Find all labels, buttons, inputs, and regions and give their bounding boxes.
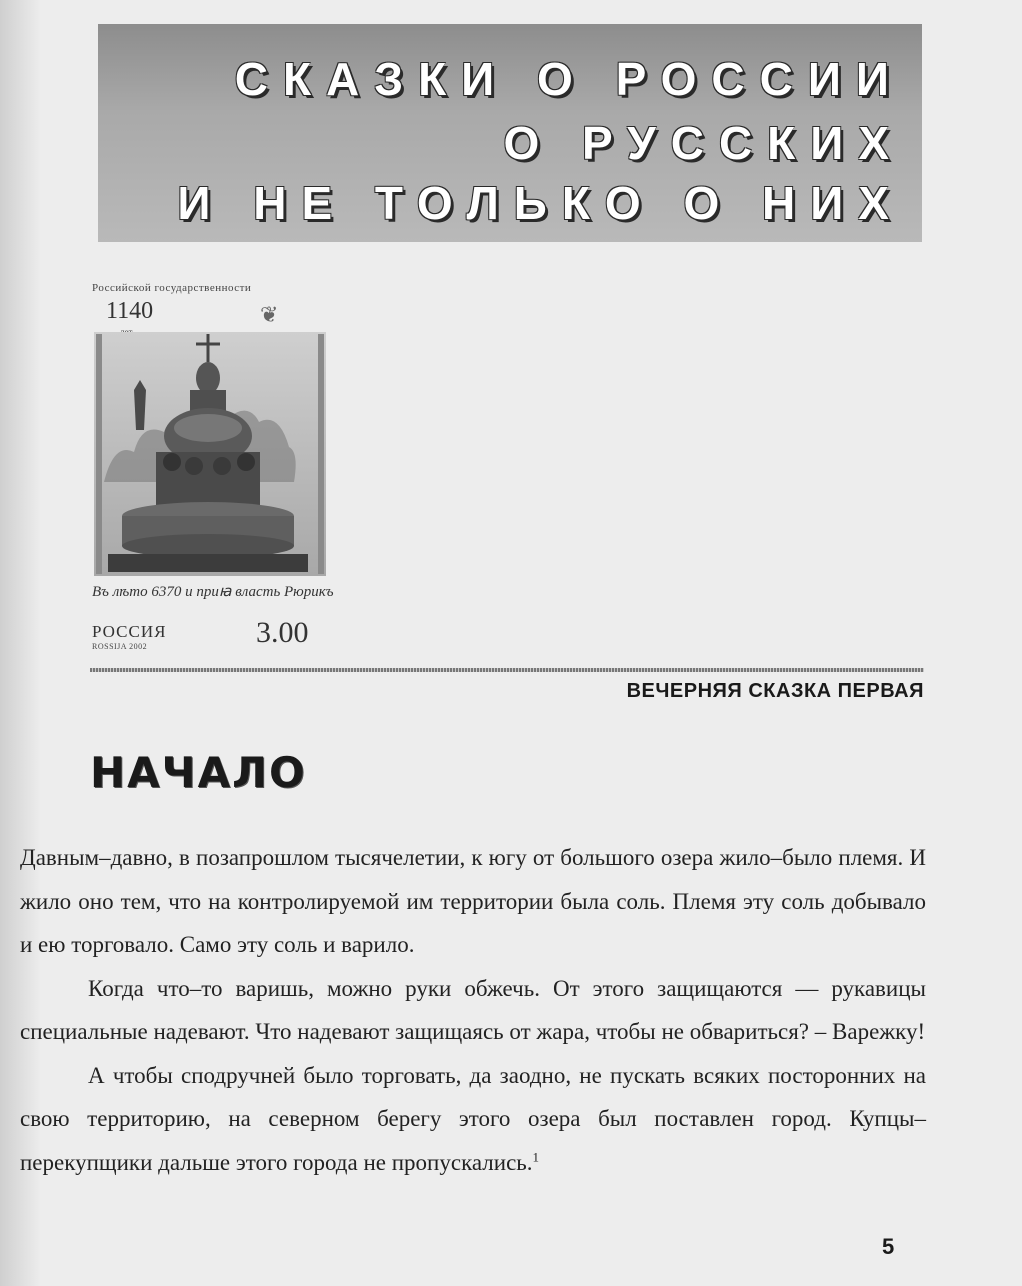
postage-stamp: [88, 276, 332, 660]
book-title-line-2: О РУССКИХ: [503, 117, 904, 169]
book-title-line-1: СКАЗКИ О РОССИИ: [234, 53, 904, 105]
footnote-marker: 1: [532, 1148, 540, 1164]
title-banner: [98, 24, 922, 242]
stamp-inscription: Въ лѣто 6370 и приꙗ власть Рюрикъ: [92, 584, 334, 600]
stamp-years: 1140: [106, 298, 154, 324]
stamp-country-latin: ROSSIJA 2002: [92, 642, 148, 651]
stamp-ornament-icon: ❦: [260, 302, 279, 327]
chapter-label: ВЕЧЕРНЯЯ СКАЗКА ПЕРВАЯ: [626, 680, 924, 702]
divider-rule: [90, 668, 924, 672]
body-text: [20, 836, 926, 1184]
monument-illustration: [94, 332, 326, 576]
stamp-country: РОССИЯ: [92, 622, 167, 641]
chapter-title: НАЧАЛО: [90, 748, 307, 797]
paragraph-1: Давным–давно, в позапрошлом тысячелетии, к югу от большого озера жило–было племя. И жило оно тем, что на контролируемой им территории была соль. Племя эту соль добывало и ею торговало. Само эту соль и варило.: [20, 845, 926, 957]
paragraph-3-text: А чтобы сподручней было торговать, да заодно, не пускать всяких посторонних на свою территорию, на северном берегу этого озера был поставлен город. Купцы–перекупщики дальше этого города не пропускались.: [20, 1062, 926, 1175]
paragraph-3: [20, 1054, 926, 1185]
stamp-face-value: 3.00: [256, 616, 309, 649]
stamp-heading: Российской государственности: [92, 282, 252, 294]
paragraph-2: Когда что–то варишь, можно руки обжечь. От этого защищаются — рукавицы специальные надевают. Что надевают защищаясь от жара, чтобы не обвариться? – Варежку!: [20, 975, 926, 1044]
book-title-line-3: И НЕ ТОЛЬКО О НИХ: [177, 177, 904, 229]
page-number: 5: [882, 1234, 895, 1259]
